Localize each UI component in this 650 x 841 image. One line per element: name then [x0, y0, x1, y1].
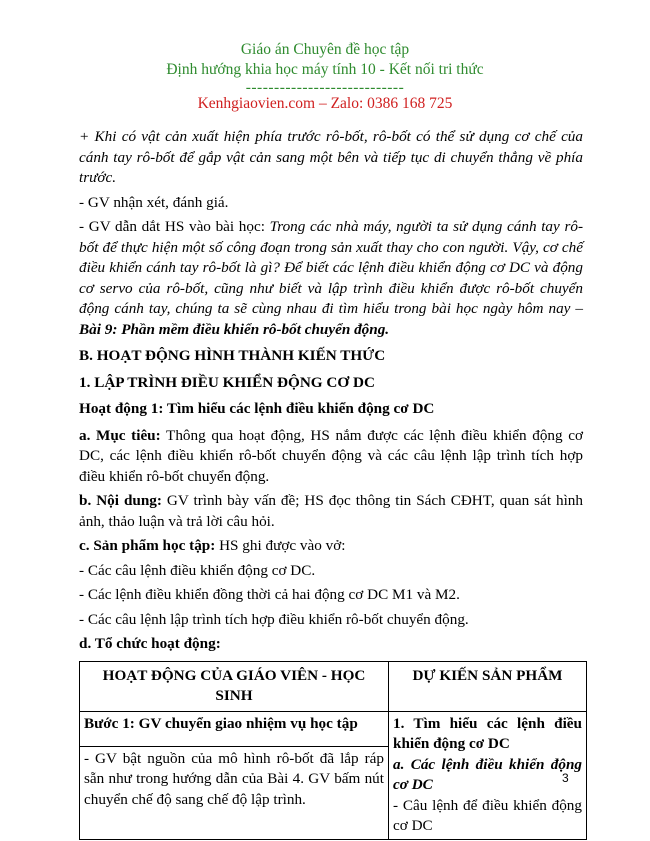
section-heading-1: 1. LẬP TRÌNH ĐIỀU KHIỂN ĐỘNG CƠ DC: [79, 373, 375, 391]
section-heading-b: B. HOẠT ĐỘNG HÌNH THÀNH KIẾN THỨC: [79, 347, 386, 364]
table-header-teacher-student: HOẠT ĐỘNG CỦA GIÁO VIÊN - HỌC SINH: [80, 661, 389, 711]
page-number: 3: [562, 771, 569, 785]
intro-lead: - GV dẫn dắt HS vào bài học:: [79, 218, 270, 235]
table-step-1: Bước 1: GV chuyển giao nhiệm vụ học tập: [80, 711, 389, 746]
goal-label: a. Mục tiêu:: [79, 426, 161, 444]
product-item: - Các câu lệnh lập trình tích hợp điều khiển rô-bốt chuyển động.: [79, 610, 469, 628]
paragraph-product: [79, 536, 583, 557]
paragraph-content: [79, 491, 583, 532]
paragraph-robot-obstacle: + Khi có vật cản xuất hiện phía trước rô-bốt, rô-bốt có thể sử dụng cơ chế của cánh tay rô-bốt để gắp vật cản sang một bên và tiếp tục di chuyển thẳng về phía trước.: [79, 128, 583, 186]
header-contact: Kenhgiaovien.com – Zalo: 0386 168 725: [197, 95, 453, 112]
activity-title: Hoạt động 1: Tìm hiểu các lệnh điều khiển động cơ DC: [79, 400, 435, 417]
table-product-cell: [389, 711, 587, 839]
paragraph-gv-intro: [79, 217, 583, 340]
content-label: b. Nội dung:: [79, 492, 162, 509]
table-header-expected-product: DỰ KIẾN SẢN PHẨM: [389, 661, 587, 711]
product-text: HS ghi được vào vở:: [215, 537, 346, 554]
intro-lesson-title: Bài 9: Phần mềm điều khiển rô-bốt chuyển động.: [79, 320, 390, 338]
header-title: Giáo án Chuyên đề học tập: [240, 41, 410, 58]
paragraph-goal: [79, 426, 583, 488]
goal-text: Thông qua hoạt động, HS nắm được các lệnh điều khiển động cơ DC, các lệnh điều khiển rô-bốt chuyển động và các câu lệnh lập trình tích hợp điều khiển rô-bốt chuyển động.: [79, 426, 583, 485]
table-step-1-text: - GV bật nguồn của mô hình rô-bốt đã lắp ráp sẵn như trong hướng dẫn của Bài 4. GV bấm nút chuyển chế độ sang chế độ lập trình.: [80, 746, 389, 839]
product-subheading: a. Các lệnh điều khiển động cơ DC: [393, 755, 582, 793]
product-item: - Các câu lệnh điều khiển động cơ DC.: [79, 561, 316, 579]
intro-italic: Trong các nhà máy, người ta sử dụng cánh tay rô-bốt để thực hiện một số công đoạn trong sản xuất thay cho con người. Vậy, cơ chế điều khiển cánh tay rô-bốt là gì? Để biết các lệnh điều khiển động cơ DC và động cơ servo của rô-bốt, cũng như biết và lập trình điều khiển được rô-bốt chuyển động cánh tay, chúng ta sẽ cùng nhau đi tìm hiểu trong bài học ngày hôm nay –: [79, 218, 584, 317]
header-subtitle: Định hướng khia học máy tính 10 - Kết nối tri thức: [166, 61, 484, 78]
product-heading: 1. Tìm hiểu các lệnh điều khiển động cơ DC: [393, 714, 582, 752]
header-divider: ----------------------------: [245, 79, 405, 96]
organization-label: d. Tổ chức hoạt động:: [79, 635, 221, 652]
activity-table: [79, 661, 587, 840]
paragraph-gv-evaluate: - GV nhận xét, đánh giá.: [79, 193, 229, 211]
content-text: GV trình bày vấn đề; HS đọc thông tin Sách CĐHT, quan sát hình ảnh, thảo luận và trả lời câu hỏi.: [79, 492, 583, 530]
document-body: [79, 127, 583, 840]
product-text: - Câu lệnh để điều khiển động cơ DC: [393, 796, 582, 834]
product-item: - Các lệnh điều khiển đồng thời cả hai động cơ DC M1 và M2.: [79, 586, 460, 603]
product-label: c. Sản phẩm học tập:: [79, 537, 216, 554]
